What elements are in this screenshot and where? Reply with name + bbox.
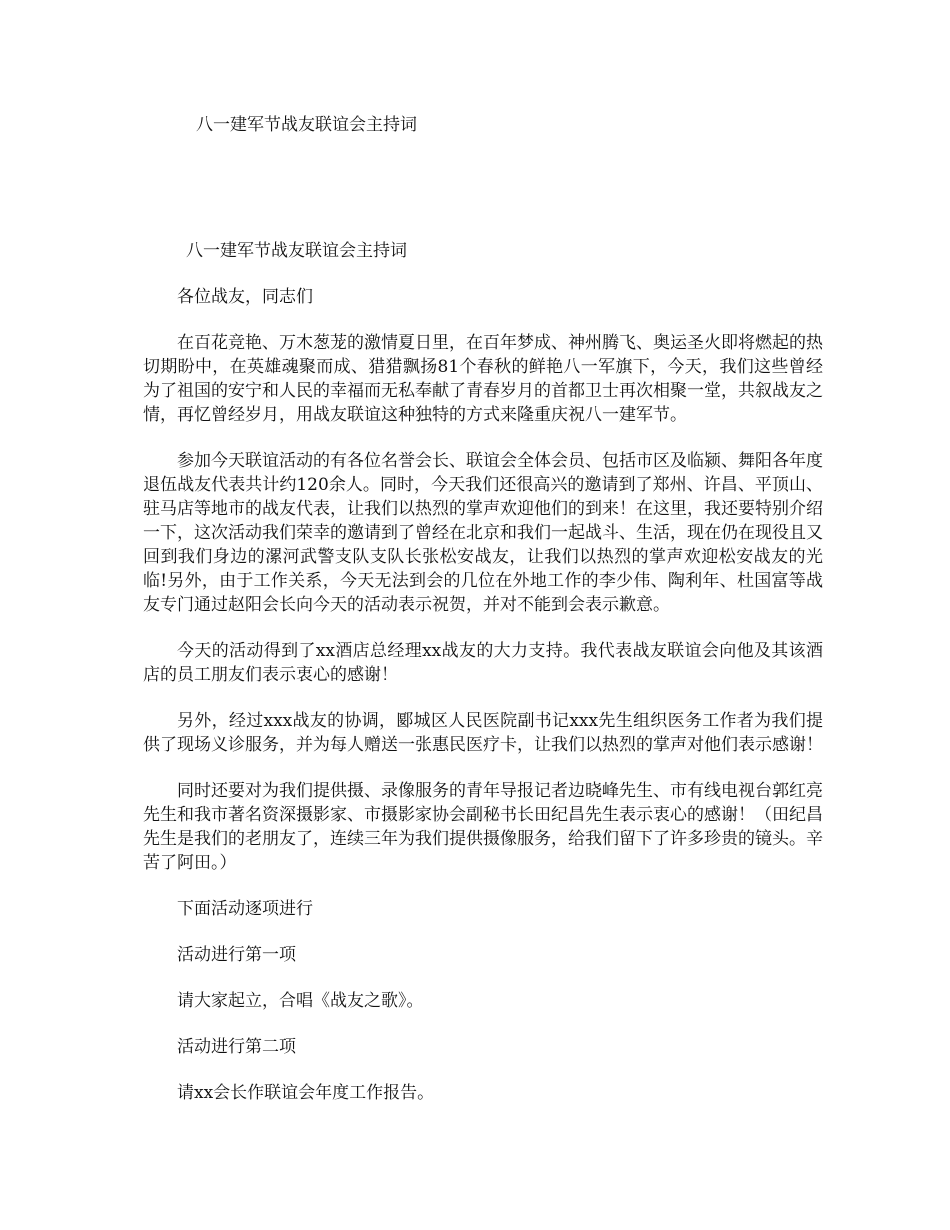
paragraph-media-thanks: 同时还要对为我们提供摄、录像服务的青年导报记者边晓峰先生、市有线电视台郭红亮先生和我市著名资深摄影家、市摄影家协会副秘书长田纪昌先生表示衷心的感谢！（田纪昌先生是我们的老朋友了，连续三年为我们提供摄像服务，给我们留下了许多珍贵的镜头。辛苦了阿田。）	[143, 781, 823, 873]
paragraph-opening: 在百花竞艳、万木葱茏的激情夏日里，在百年梦成、神州腾飞、奥运圣火即将燃起的热切期盼中，在英雄魂聚而成、猎猎飘扬81个春秋的鲜艳八一军旗下，今天，我们这些曾经为了祖国的安宁和人民的幸福而无私奉献了青春岁月的首都卫士再次相聚一堂，共叙战友之情，再忆曾经岁月，用战友联谊这种独特的方式来隆重庆祝八一建军节。	[143, 333, 823, 425]
document-title: 八一建军节战友联谊会主持词	[196, 115, 417, 135]
agenda-item-1-heading: 活动进行第一项	[177, 945, 296, 965]
salutation: 各位战友，同志们	[177, 287, 313, 307]
agenda-intro: 下面活动逐项进行	[177, 899, 313, 919]
paragraph-attendees: 参加今天联谊活动的有各位名誉会长、联谊会全体会员、包括市区及临颍、舞阳各年度退伍战友代表共计约120余人。同时，今天我们还很高兴的邀请到了郑州、许昌、平顶山、驻马店等地市的战友代表，让我们以热烈的掌声欢迎他们的到来！在这里，我还要特别介绍一下，这次活动我们荣幸的邀请到了曾经在北京和我们一起战斗、生活，现在仍在现役且又回到我们身边的漯河武警支队支队长张松安战友，让我们以热烈的掌声欢迎松安战友的光临!另外，由于工作关系，今天无法到会的几位在外地工作的李少伟、陶利年、杜国富等战友专门通过赵阳会长向今天的活动表示祝贺，并对不能到会表示歉意。	[143, 451, 823, 615]
agenda-item-1-text: 请大家起立，合唱《战友之歌》。	[177, 991, 424, 1011]
agenda-item-2-text: 请xx会长作联谊会年度工作报告。	[177, 1083, 435, 1103]
paragraph-medical-thanks: 另外，经过xxx战友的协调，郾城区人民医院副书记xxx先生组织医务工作者为我们提供了现场义诊服务，并为每人赠送一张惠民医疗卡，让我们以热烈的掌声对他们表示感谢！	[143, 711, 823, 755]
document-body	[143, 239, 823, 1127]
agenda-item-2-heading: 活动进行第二项	[177, 1037, 296, 1057]
section-heading: 八一建军节战友联谊会主持词	[186, 241, 407, 261]
paragraph-hotel-thanks: 今天的活动得到了xx酒店总经理xx战友的大力支持。我代表战友联谊会向他及其该酒店的员工朋友们表示衷心的感谢！	[143, 641, 823, 685]
